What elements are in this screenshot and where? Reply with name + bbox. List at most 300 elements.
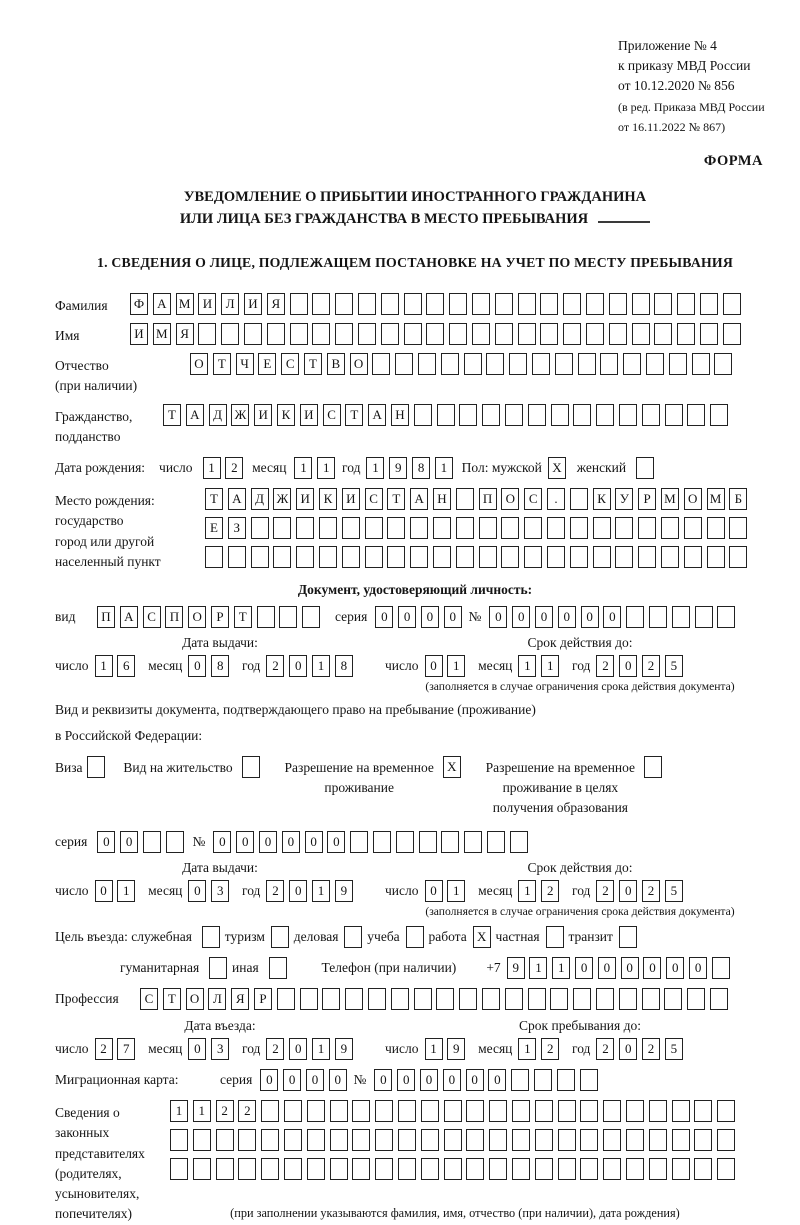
- cell[interactable]: Т: [163, 404, 181, 426]
- cell[interactable]: 0: [236, 831, 254, 853]
- cell[interactable]: [330, 1129, 348, 1151]
- cell[interactable]: [205, 546, 223, 568]
- cell[interactable]: [296, 517, 314, 539]
- cell[interactable]: 0: [420, 1069, 438, 1091]
- cell[interactable]: [404, 323, 422, 345]
- cell[interactable]: [267, 323, 285, 345]
- cell[interactable]: [501, 546, 519, 568]
- cell[interactable]: [296, 546, 314, 568]
- cell[interactable]: 8: [412, 457, 430, 479]
- cell[interactable]: Д: [251, 488, 269, 510]
- cell[interactable]: [532, 353, 550, 375]
- cell[interactable]: 0: [619, 880, 637, 902]
- cell[interactable]: 6: [117, 655, 135, 677]
- cell[interactable]: [398, 1100, 416, 1122]
- cell[interactable]: [466, 1158, 484, 1180]
- cell[interactable]: [381, 323, 399, 345]
- cell[interactable]: [729, 546, 747, 568]
- cell[interactable]: 1: [117, 880, 135, 902]
- cell[interactable]: У: [615, 488, 633, 510]
- cell[interactable]: 2: [596, 1038, 614, 1060]
- cell[interactable]: [290, 293, 308, 315]
- cell[interactable]: [330, 1100, 348, 1122]
- cell[interactable]: 0: [489, 606, 507, 628]
- cell[interactable]: [381, 293, 399, 315]
- cell[interactable]: Ч: [236, 353, 254, 375]
- cell[interactable]: 1: [447, 880, 465, 902]
- cell[interactable]: [216, 1129, 234, 1151]
- cell[interactable]: 8: [335, 655, 353, 677]
- cell[interactable]: [672, 1129, 690, 1151]
- cell[interactable]: [672, 606, 690, 628]
- cell[interactable]: Е: [205, 517, 223, 539]
- cell[interactable]: 0: [619, 655, 637, 677]
- cell[interactable]: [209, 957, 227, 979]
- cell[interactable]: [528, 404, 546, 426]
- cell[interactable]: И: [130, 323, 148, 345]
- cell[interactable]: 2: [596, 880, 614, 902]
- cell[interactable]: [284, 1158, 302, 1180]
- cell[interactable]: [433, 517, 451, 539]
- cell[interactable]: М: [176, 293, 194, 315]
- cell[interactable]: [570, 546, 588, 568]
- cell[interactable]: [684, 546, 702, 568]
- cell[interactable]: 1: [552, 957, 570, 979]
- cell[interactable]: 1: [312, 880, 330, 902]
- cell[interactable]: [649, 1100, 667, 1122]
- cell[interactable]: [717, 606, 735, 628]
- cell[interactable]: [570, 488, 588, 510]
- cell[interactable]: 0: [283, 1069, 301, 1091]
- cell[interactable]: [421, 1129, 439, 1151]
- cell[interactable]: [307, 1100, 325, 1122]
- cell[interactable]: [692, 353, 710, 375]
- cell[interactable]: [558, 1129, 576, 1151]
- cell[interactable]: [642, 988, 660, 1010]
- cell[interactable]: [358, 323, 376, 345]
- cell[interactable]: Т: [234, 606, 252, 628]
- cell[interactable]: [261, 1100, 279, 1122]
- cell[interactable]: 0: [305, 831, 323, 853]
- cell[interactable]: [687, 404, 705, 426]
- cell[interactable]: 0: [558, 606, 576, 628]
- cell[interactable]: [466, 1100, 484, 1122]
- cell[interactable]: [459, 404, 477, 426]
- cell[interactable]: Т: [387, 488, 405, 510]
- cell[interactable]: С: [143, 606, 161, 628]
- cell[interactable]: 0: [575, 957, 593, 979]
- cell[interactable]: 0: [425, 880, 443, 902]
- cell[interactable]: 2: [216, 1100, 234, 1122]
- cell[interactable]: [557, 1069, 575, 1091]
- cell[interactable]: [202, 926, 220, 948]
- cell[interactable]: [489, 1158, 507, 1180]
- cell[interactable]: 0: [374, 1069, 392, 1091]
- cell[interactable]: 2: [642, 1038, 660, 1060]
- cell[interactable]: [580, 1100, 598, 1122]
- cell[interactable]: [677, 323, 695, 345]
- cell[interactable]: 1: [541, 655, 559, 677]
- cell[interactable]: Ж: [231, 404, 249, 426]
- cell[interactable]: Я: [267, 293, 285, 315]
- cell[interactable]: М: [707, 488, 725, 510]
- cell[interactable]: 9: [335, 1038, 353, 1060]
- cell[interactable]: [600, 353, 618, 375]
- cell[interactable]: К: [593, 488, 611, 510]
- cell[interactable]: [626, 606, 644, 628]
- cell[interactable]: [444, 1100, 462, 1122]
- cell[interactable]: [551, 404, 569, 426]
- cell[interactable]: [449, 323, 467, 345]
- cell[interactable]: Т: [213, 353, 231, 375]
- cell[interactable]: [540, 323, 558, 345]
- cell[interactable]: 1: [529, 957, 547, 979]
- cell[interactable]: И: [300, 404, 318, 426]
- cell[interactable]: 2: [266, 655, 284, 677]
- cell[interactable]: [418, 353, 436, 375]
- cell[interactable]: [319, 546, 337, 568]
- cell[interactable]: 5: [665, 655, 683, 677]
- cell[interactable]: [312, 293, 330, 315]
- cell[interactable]: [550, 988, 568, 1010]
- cell[interactable]: [661, 517, 679, 539]
- cell[interactable]: [593, 546, 611, 568]
- cell[interactable]: [649, 1129, 667, 1151]
- cell[interactable]: [626, 1129, 644, 1151]
- cell[interactable]: М: [661, 488, 679, 510]
- cell[interactable]: [603, 1129, 621, 1151]
- cell[interactable]: [547, 546, 565, 568]
- cell[interactable]: 0: [289, 655, 307, 677]
- cell[interactable]: [723, 323, 741, 345]
- cell[interactable]: Я: [231, 988, 249, 1010]
- cell[interactable]: 1: [203, 457, 221, 479]
- cell[interactable]: [375, 1100, 393, 1122]
- cell[interactable]: О: [190, 353, 208, 375]
- cell[interactable]: 0: [581, 606, 599, 628]
- cell[interactable]: [512, 1158, 530, 1180]
- cell[interactable]: [261, 1158, 279, 1180]
- cell[interactable]: [632, 293, 650, 315]
- cell[interactable]: В: [327, 353, 345, 375]
- cell[interactable]: 0: [282, 831, 300, 853]
- cell[interactable]: [717, 1100, 735, 1122]
- cell[interactable]: [649, 1158, 667, 1180]
- cell[interactable]: [534, 1069, 552, 1091]
- cell[interactable]: [426, 293, 444, 315]
- cell[interactable]: [193, 1129, 211, 1151]
- cell[interactable]: [479, 517, 497, 539]
- cell[interactable]: Н: [391, 404, 409, 426]
- cell[interactable]: [672, 1100, 690, 1122]
- cell[interactable]: [464, 831, 482, 853]
- cell[interactable]: [330, 1158, 348, 1180]
- cell[interactable]: Ф: [130, 293, 148, 315]
- cell[interactable]: [238, 1129, 256, 1151]
- cell[interactable]: [489, 1100, 507, 1122]
- cell[interactable]: Р: [254, 988, 272, 1010]
- cell[interactable]: [414, 988, 432, 1010]
- cell[interactable]: [646, 353, 664, 375]
- cell[interactable]: [375, 1129, 393, 1151]
- cell[interactable]: 0: [398, 606, 416, 628]
- cell[interactable]: 0: [97, 831, 115, 853]
- cell[interactable]: [677, 293, 695, 315]
- cell[interactable]: [372, 353, 390, 375]
- cell[interactable]: [644, 756, 662, 778]
- cell[interactable]: Ж: [273, 488, 291, 510]
- cell[interactable]: [472, 323, 490, 345]
- cell[interactable]: [717, 1158, 735, 1180]
- cell[interactable]: [707, 546, 725, 568]
- cell[interactable]: 9: [447, 1038, 465, 1060]
- cell[interactable]: [558, 1158, 576, 1180]
- cell[interactable]: [603, 1158, 621, 1180]
- cell[interactable]: [528, 988, 546, 1010]
- cell[interactable]: И: [342, 488, 360, 510]
- cell[interactable]: [694, 1100, 712, 1122]
- cell[interactable]: 2: [266, 880, 284, 902]
- cell[interactable]: [636, 457, 654, 479]
- cell[interactable]: 1: [447, 655, 465, 677]
- cell[interactable]: Р: [211, 606, 229, 628]
- cell[interactable]: [664, 988, 682, 1010]
- cell[interactable]: [302, 606, 320, 628]
- cell[interactable]: [501, 517, 519, 539]
- cell[interactable]: О: [684, 488, 702, 510]
- cell[interactable]: 7: [117, 1038, 135, 1060]
- cell[interactable]: [410, 546, 428, 568]
- cell[interactable]: 1: [312, 1038, 330, 1060]
- cell[interactable]: 2: [266, 1038, 284, 1060]
- cell[interactable]: [710, 404, 728, 426]
- cell[interactable]: [626, 1158, 644, 1180]
- cell[interactable]: 1: [317, 457, 335, 479]
- cell[interactable]: [456, 488, 474, 510]
- cell[interactable]: [486, 353, 504, 375]
- cell[interactable]: [466, 1129, 484, 1151]
- cell[interactable]: А: [186, 404, 204, 426]
- cell[interactable]: С: [140, 988, 158, 1010]
- cell[interactable]: [437, 404, 455, 426]
- cell[interactable]: [609, 323, 627, 345]
- cell[interactable]: [717, 1129, 735, 1151]
- cell[interactable]: [221, 323, 239, 345]
- cell[interactable]: [586, 293, 604, 315]
- cell[interactable]: О: [188, 606, 206, 628]
- cell[interactable]: 0: [466, 1069, 484, 1091]
- cell[interactable]: 0: [619, 1038, 637, 1060]
- cell[interactable]: [279, 606, 297, 628]
- cell[interactable]: 0: [397, 1069, 415, 1091]
- cell[interactable]: [87, 756, 105, 778]
- cell[interactable]: [535, 1129, 553, 1151]
- cell[interactable]: М: [153, 323, 171, 345]
- cell[interactable]: 3: [211, 880, 229, 902]
- cell[interactable]: [216, 1158, 234, 1180]
- cell[interactable]: 0: [306, 1069, 324, 1091]
- cell[interactable]: Л: [221, 293, 239, 315]
- cell[interactable]: 0: [375, 606, 393, 628]
- cell[interactable]: [242, 756, 260, 778]
- cell[interactable]: [535, 1100, 553, 1122]
- cell[interactable]: Л: [208, 988, 226, 1010]
- cell[interactable]: 8: [211, 655, 229, 677]
- cell[interactable]: [228, 546, 246, 568]
- cell[interactable]: 1: [425, 1038, 443, 1060]
- cell[interactable]: [300, 988, 318, 1010]
- cell[interactable]: [375, 1158, 393, 1180]
- cell[interactable]: [596, 988, 614, 1010]
- cell[interactable]: П: [97, 606, 115, 628]
- cell[interactable]: [342, 546, 360, 568]
- cell[interactable]: [387, 546, 405, 568]
- cell[interactable]: А: [410, 488, 428, 510]
- cell[interactable]: И: [254, 404, 272, 426]
- cell[interactable]: Я: [176, 323, 194, 345]
- cell[interactable]: [654, 323, 672, 345]
- cell[interactable]: С: [524, 488, 542, 510]
- cell[interactable]: [669, 353, 687, 375]
- cell[interactable]: [495, 323, 513, 345]
- cell[interactable]: [170, 1129, 188, 1151]
- cell[interactable]: [373, 831, 391, 853]
- cell[interactable]: А: [228, 488, 246, 510]
- cell[interactable]: 0: [259, 831, 277, 853]
- cell[interactable]: [573, 404, 591, 426]
- cell[interactable]: [271, 926, 289, 948]
- cell[interactable]: [695, 606, 713, 628]
- cell[interactable]: [421, 1100, 439, 1122]
- cell[interactable]: [555, 353, 573, 375]
- cell[interactable]: [694, 1158, 712, 1180]
- cell[interactable]: Т: [163, 988, 181, 1010]
- cell[interactable]: З: [228, 517, 246, 539]
- cell[interactable]: С: [281, 353, 299, 375]
- cell[interactable]: 0: [188, 655, 206, 677]
- cell[interactable]: [198, 323, 216, 345]
- cell[interactable]: [456, 517, 474, 539]
- cell[interactable]: [672, 1158, 690, 1180]
- cell[interactable]: [406, 926, 424, 948]
- cell[interactable]: [563, 323, 581, 345]
- cell[interactable]: [573, 988, 591, 1010]
- cell[interactable]: 0: [603, 606, 621, 628]
- cell[interactable]: [433, 546, 451, 568]
- cell[interactable]: [449, 293, 467, 315]
- cell[interactable]: [391, 988, 409, 1010]
- cell[interactable]: [342, 517, 360, 539]
- cell[interactable]: 0: [329, 1069, 347, 1091]
- cell[interactable]: [723, 293, 741, 315]
- cell[interactable]: 0: [443, 1069, 461, 1091]
- cell[interactable]: Т: [205, 488, 223, 510]
- cell[interactable]: [335, 293, 353, 315]
- cell[interactable]: 2: [642, 655, 660, 677]
- cell[interactable]: [586, 323, 604, 345]
- cell[interactable]: [524, 517, 542, 539]
- cell[interactable]: 3: [211, 1038, 229, 1060]
- cell[interactable]: [312, 323, 330, 345]
- cell[interactable]: .: [547, 488, 565, 510]
- cell[interactable]: 1: [193, 1100, 211, 1122]
- cell[interactable]: [358, 293, 376, 315]
- cell[interactable]: А: [120, 606, 138, 628]
- cell[interactable]: [632, 323, 650, 345]
- cell[interactable]: [710, 988, 728, 1010]
- cell[interactable]: 1: [170, 1100, 188, 1122]
- cell[interactable]: [257, 606, 275, 628]
- cell[interactable]: 0: [425, 655, 443, 677]
- cell[interactable]: 0: [621, 957, 639, 979]
- cell[interactable]: [638, 517, 656, 539]
- cell[interactable]: 1: [518, 880, 536, 902]
- cell[interactable]: [649, 606, 667, 628]
- cell[interactable]: [410, 517, 428, 539]
- cell[interactable]: О: [501, 488, 519, 510]
- cell[interactable]: [436, 988, 454, 1010]
- cell[interactable]: [609, 293, 627, 315]
- cell[interactable]: [509, 353, 527, 375]
- cell[interactable]: [419, 831, 437, 853]
- cell[interactable]: 1: [518, 655, 536, 677]
- cell[interactable]: [290, 323, 308, 345]
- cell[interactable]: 9: [335, 880, 353, 902]
- cell[interactable]: [441, 831, 459, 853]
- cell[interactable]: X: [548, 457, 566, 479]
- cell[interactable]: [269, 957, 287, 979]
- cell[interactable]: [687, 988, 705, 1010]
- cell[interactable]: 0: [188, 880, 206, 902]
- cell[interactable]: 0: [327, 831, 345, 853]
- cell[interactable]: 2: [541, 1038, 559, 1060]
- cell[interactable]: [495, 293, 513, 315]
- cell[interactable]: 2: [238, 1100, 256, 1122]
- cell[interactable]: 0: [598, 957, 616, 979]
- cell[interactable]: [441, 353, 459, 375]
- cell[interactable]: [578, 353, 596, 375]
- cell[interactable]: [344, 926, 362, 948]
- cell[interactable]: [563, 293, 581, 315]
- cell[interactable]: [547, 517, 565, 539]
- cell[interactable]: Р: [638, 488, 656, 510]
- cell[interactable]: О: [186, 988, 204, 1010]
- cell[interactable]: [464, 353, 482, 375]
- cell[interactable]: [619, 926, 637, 948]
- cell[interactable]: Т: [345, 404, 363, 426]
- cell[interactable]: [472, 293, 490, 315]
- cell[interactable]: Т: [304, 353, 322, 375]
- cell[interactable]: 1: [518, 1038, 536, 1060]
- cell[interactable]: [638, 546, 656, 568]
- cell[interactable]: 0: [488, 1069, 506, 1091]
- cell[interactable]: [404, 293, 422, 315]
- cell[interactable]: [426, 323, 444, 345]
- cell[interactable]: [615, 546, 633, 568]
- cell[interactable]: С: [323, 404, 341, 426]
- cell[interactable]: [335, 323, 353, 345]
- cell[interactable]: [512, 1100, 530, 1122]
- cell[interactable]: [273, 517, 291, 539]
- cell[interactable]: [444, 1129, 462, 1151]
- cell[interactable]: 0: [120, 831, 138, 853]
- cell[interactable]: [712, 957, 730, 979]
- cell[interactable]: [615, 517, 633, 539]
- cell[interactable]: [307, 1129, 325, 1151]
- cell[interactable]: [345, 988, 363, 1010]
- cell[interactable]: [535, 1158, 553, 1180]
- cell[interactable]: [694, 1129, 712, 1151]
